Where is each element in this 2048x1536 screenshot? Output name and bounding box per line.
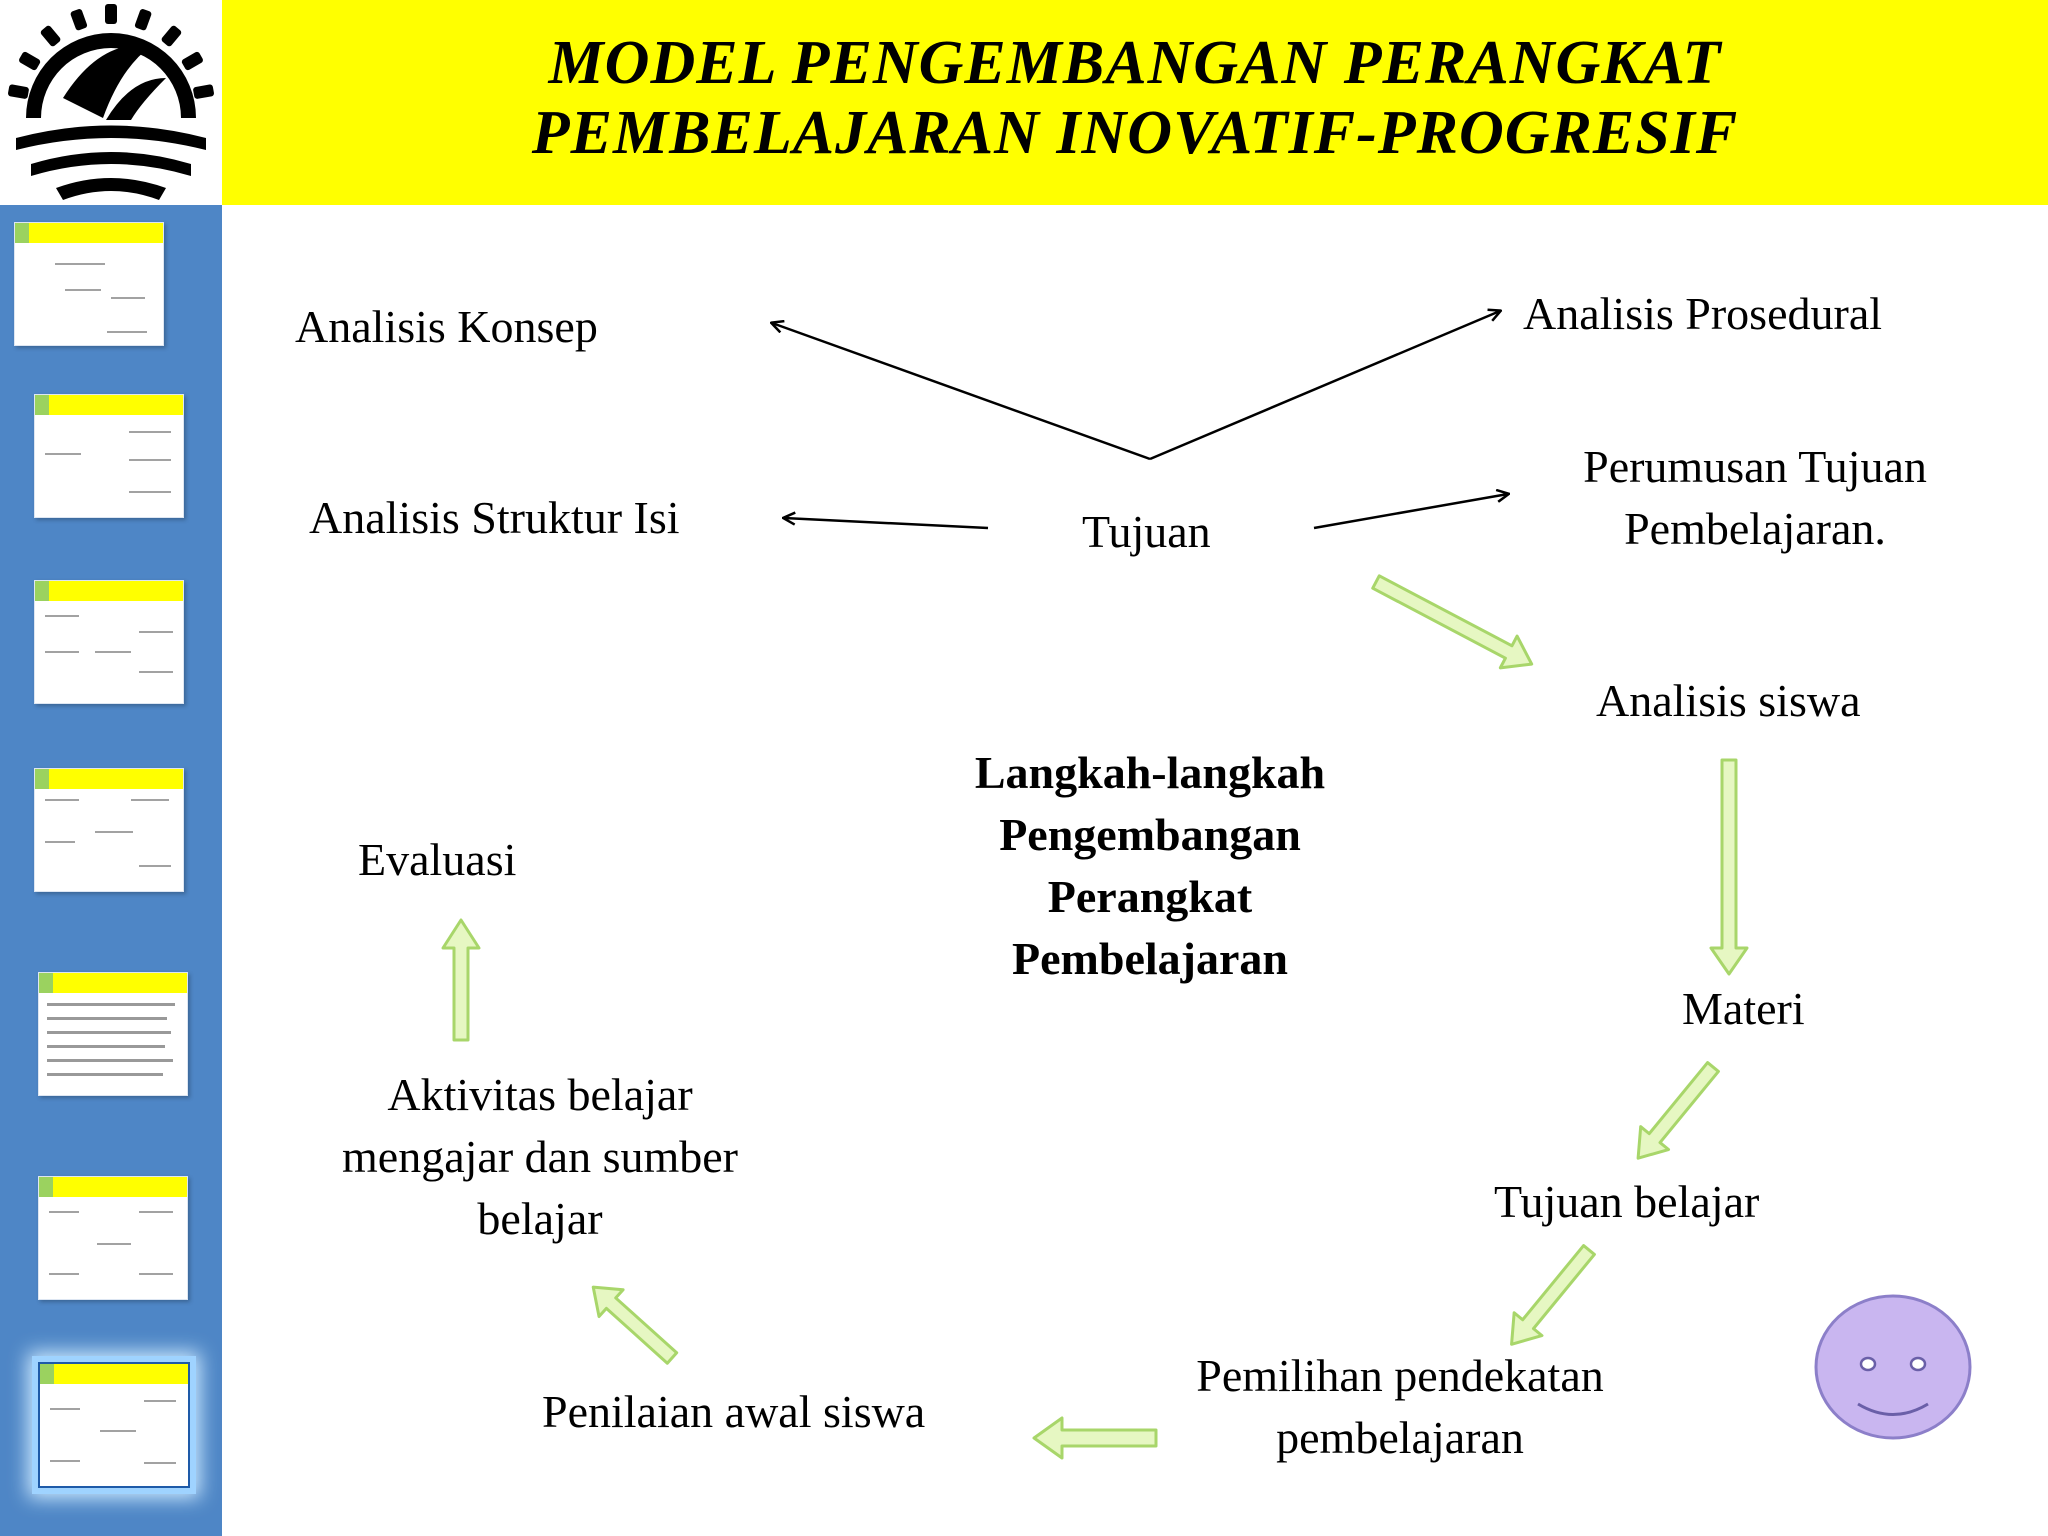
perumusan-line-1: Perumusan Tujuan — [1583, 441, 1927, 492]
block-arrow-to-aktivitas — [581, 1274, 684, 1372]
node-analisis-siswa: Analisis siswa — [1596, 675, 1861, 726]
aktivitas-line-3: belajar — [477, 1193, 603, 1244]
node-analisis-konsep: Analisis Konsep — [295, 301, 598, 352]
block-arrow-to-analisis-siswa — [1368, 566, 1540, 680]
pemilihan-line-2: pembelajaran — [1276, 1412, 1524, 1463]
aktivitas-line-2: mengajar dan sumber — [342, 1131, 738, 1182]
perumusan-line-2: Pembelajaran. — [1624, 503, 1886, 554]
diagram-center-title — [905, 742, 1395, 990]
node-materi: Materi — [1682, 983, 1805, 1034]
arrow-to-analisis-struktur-isi — [784, 518, 988, 528]
block-arrow-to-pemilihan-pendekatan — [1498, 1239, 1603, 1356]
block-arrow-to-evaluasi — [443, 920, 479, 1040]
node-pemilihan-pendekatan — [1140, 1345, 1660, 1469]
slide-title-line-1: MODEL PENGEMBANGAN PERANGKAT — [548, 29, 1722, 97]
smiley-face-icon — [1816, 1296, 1970, 1438]
aktivitas-line-1: Aktivitas belajar — [387, 1069, 693, 1120]
node-analisis-prosedural: Analisis Prosedural — [1523, 288, 1883, 339]
node-perumusan-tujuan — [1530, 436, 1980, 560]
arrow-to-analisis-konsep — [772, 323, 1150, 459]
center-title-line-4: Pembelajaran — [1012, 933, 1288, 984]
arrow-to-analisis-prosedural — [1150, 311, 1500, 459]
block-arrow-to-penilaian-awal — [1034, 1418, 1156, 1458]
arrow-to-perumusan-tujuan — [1314, 494, 1508, 528]
node-penilaian-awal-siswa: Penilaian awal siswa — [542, 1386, 926, 1437]
slide-title-line-2: PEMBELAJARAN INOVATIF-PROGRESIF — [531, 99, 1739, 167]
pemilihan-line-1: Pemilihan pendekatan — [1196, 1350, 1604, 1401]
center-title-line-3: Perangkat — [1047, 871, 1253, 922]
node-evaluasi: Evaluasi — [358, 834, 517, 885]
center-title-line-2: Pengembangan — [999, 809, 1301, 860]
block-arrow-to-tujuan-belajar — [1624, 1056, 1727, 1170]
node-analisis-struktur-isi: Analisis Struktur Isi — [309, 492, 680, 543]
center-title-line-1: Langkah-langkah — [974, 747, 1326, 798]
node-tujuan-belajar: Tujuan belajar — [1494, 1176, 1760, 1227]
node-tujuan: Tujuan — [1082, 506, 1211, 557]
node-aktivitas-belajar — [300, 1064, 780, 1250]
block-arrow-to-materi — [1711, 760, 1747, 974]
